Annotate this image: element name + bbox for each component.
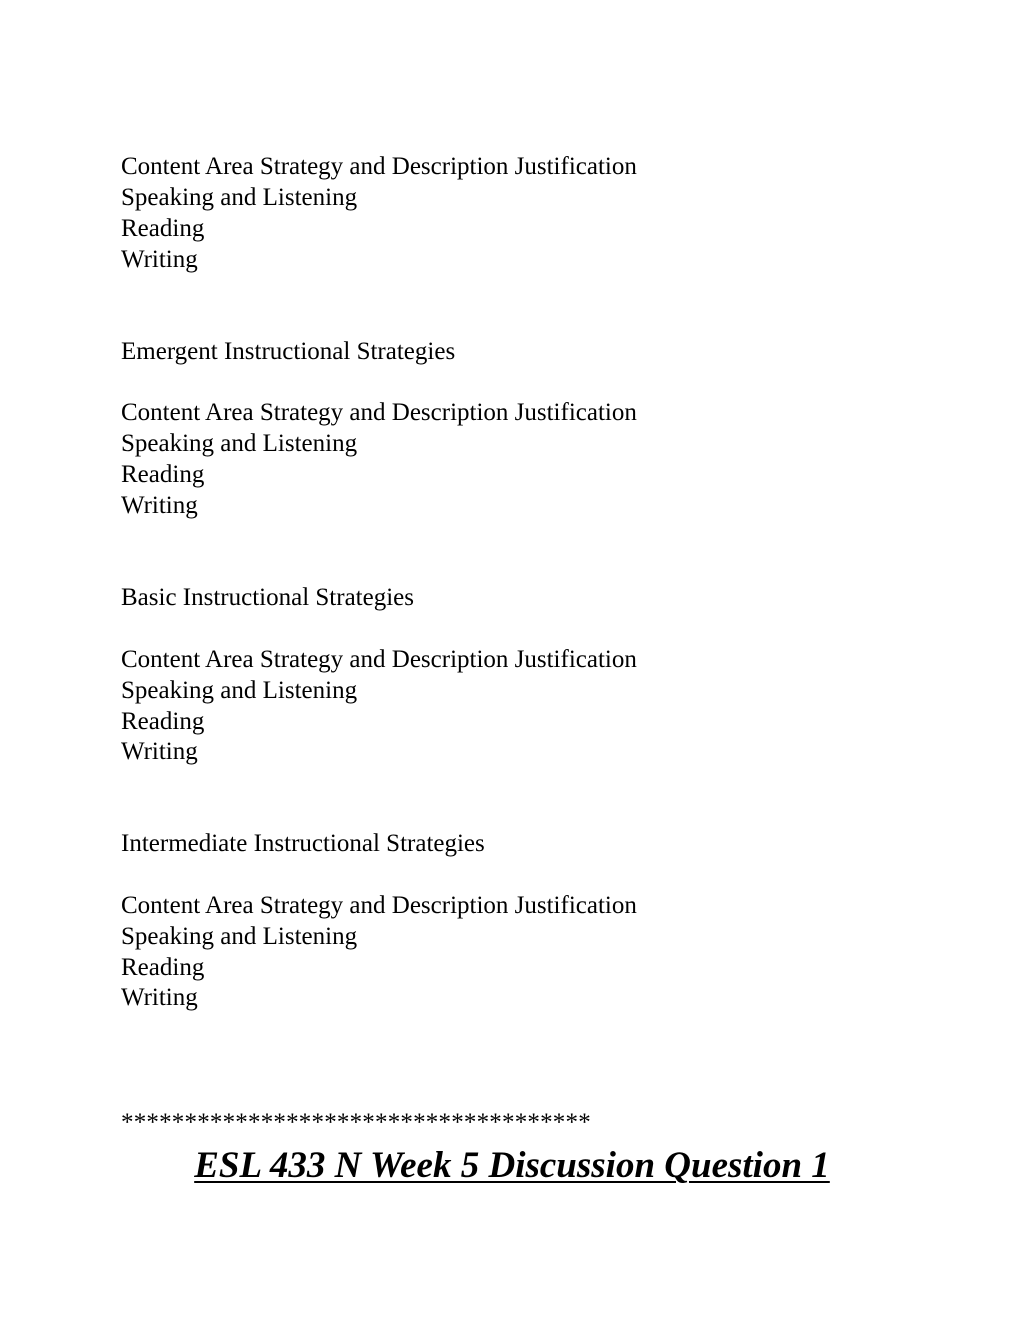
section-heading-intermediate: Intermediate Instructional Strategies	[121, 830, 485, 857]
separator-line: *************************************	[121, 1109, 591, 1136]
table-row-reading: Reading	[121, 461, 205, 488]
table-row-writing: Writing	[121, 246, 198, 273]
table-row-speaking-listening: Speaking and Listening	[121, 430, 358, 457]
table-row-speaking-listening: Speaking and Listening	[121, 677, 358, 704]
table-row-writing: Writing	[121, 984, 198, 1011]
table-header: Content Area Strategy and Description Justification	[121, 399, 637, 426]
table-row-writing: Writing	[121, 738, 198, 765]
table-row-reading: Reading	[121, 954, 205, 981]
table-header: Content Area Strategy and Description Justification	[121, 646, 637, 673]
table-header: Content Area Strategy and Description Justification	[121, 892, 637, 919]
table-row-speaking-listening: Speaking and Listening	[121, 184, 358, 211]
table-header: Content Area Strategy and Description Justification	[121, 153, 637, 180]
table-row-writing: Writing	[121, 492, 198, 519]
document-title: ESL 433 N Week 5 Discussion Question 1	[194, 1145, 830, 1186]
table-row-speaking-listening: Speaking and Listening	[121, 923, 358, 950]
section-heading-basic: Basic Instructional Strategies	[121, 584, 414, 611]
table-row-reading: Reading	[121, 215, 205, 242]
section-heading-emergent: Emergent Instructional Strategies	[121, 338, 456, 365]
table-row-reading: Reading	[121, 708, 205, 735]
